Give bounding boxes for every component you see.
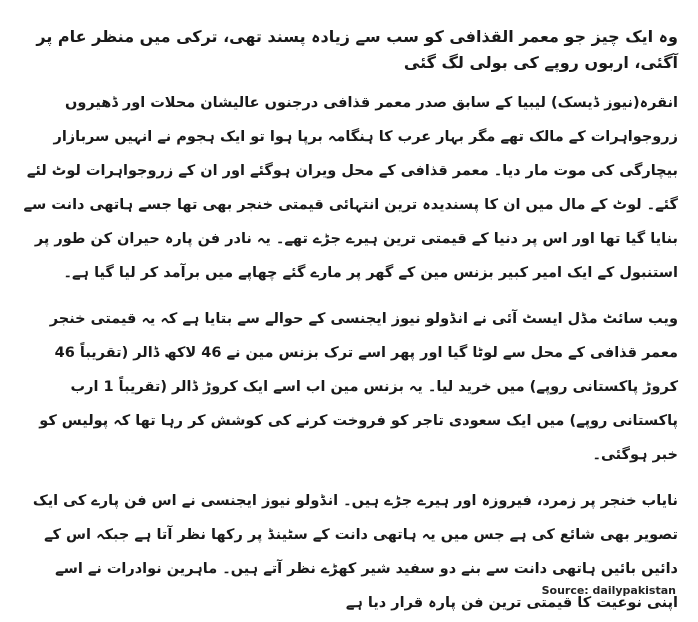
article-headline: وہ ایک چیز جو معمر القذافی کو سب سے زیادہ پسند تھی، ترکی میں منظر عام پر آگئی، اربوں روپے کی بولی لگ گئی	[36, 27, 678, 72]
article-source: Source: dailypakistan	[541, 584, 676, 597]
article-paragraph-1: انقرہ(نیوز ڈیسک) لیبیا کے سابق صدر معمر قذافی درجنوں عالیشان محلات اور ڈھیروں زروجواہرات کے مالک تھے مگر بہار عرب کا ہنگامہ برپا ہوا تو ایک ہجوم نے انہیں سربازار بیچارگی کی موت مار دیا۔ معمر قذافی کے محل ویران ہوگئے اور ان کے زروجواہرات لوٹ لئے گئے۔ لوٹ کے مال میں ان کا پسندیدہ ترین انتہائی قیمتی خنجر بھی تھا جسے ہاتھی دانت سے بنایا گیا تھا اور اس پر دنیا کے قیمتی ترین ہیرے جڑے تھے۔ یہ نادر فن پارہ حیران کن طور پر استنبول کے ایک امیر کبیر بزنس مین کے گھر پر مارے گئے چھاپے میں برآمد کر لیا گیا ہے۔	[23, 95, 678, 281]
article-paragraph-3: نایاب خنجر پر زمرد، فیروزہ اور ہیرے جڑے ہیں۔ انڈولو نیوز ایجنسی نے اس فن پارے کی ایک تصویر بھی شائع کی ہے جس میں یہ ہاتھی دانت کے سٹینڈ پر رکھا نظر آتا ہے جبکہ اس کے دائیں بائیں ہاتھی دانت سے بنے دو سفید شیر کھڑے نظر آتے ہیں۔ ماہرین نوادرات نے اسے اپنی نوعیت کا قیمتی ترین فن پارہ قرار دیا ہے	[32, 493, 678, 611]
article-paragraph-2: ویب سائٹ مڈل ایسٹ آئی نے انڈولو نیوز ایجنسی کے حوالے سے بتایا ہے کہ یہ قیمتی خنجر معمر قذافی کے محل سے لوٹا گیا اور پھر اسے ترک بزنس مین نے 46 لاکھ ڈالر (تقریباً 46 کروڑ پاکستانی روپے) میں خرید لیا۔ یہ بزنس مین اب اسے ایک کروڑ ڈالر (تقریباً 1 ارب پاکستانی روپے) میں ایک سعودی تاجر کو فروخت کرنے کی کوشش کر رہا تھا کہ پولیس کو خبر ہوگئی۔	[39, 311, 678, 463]
